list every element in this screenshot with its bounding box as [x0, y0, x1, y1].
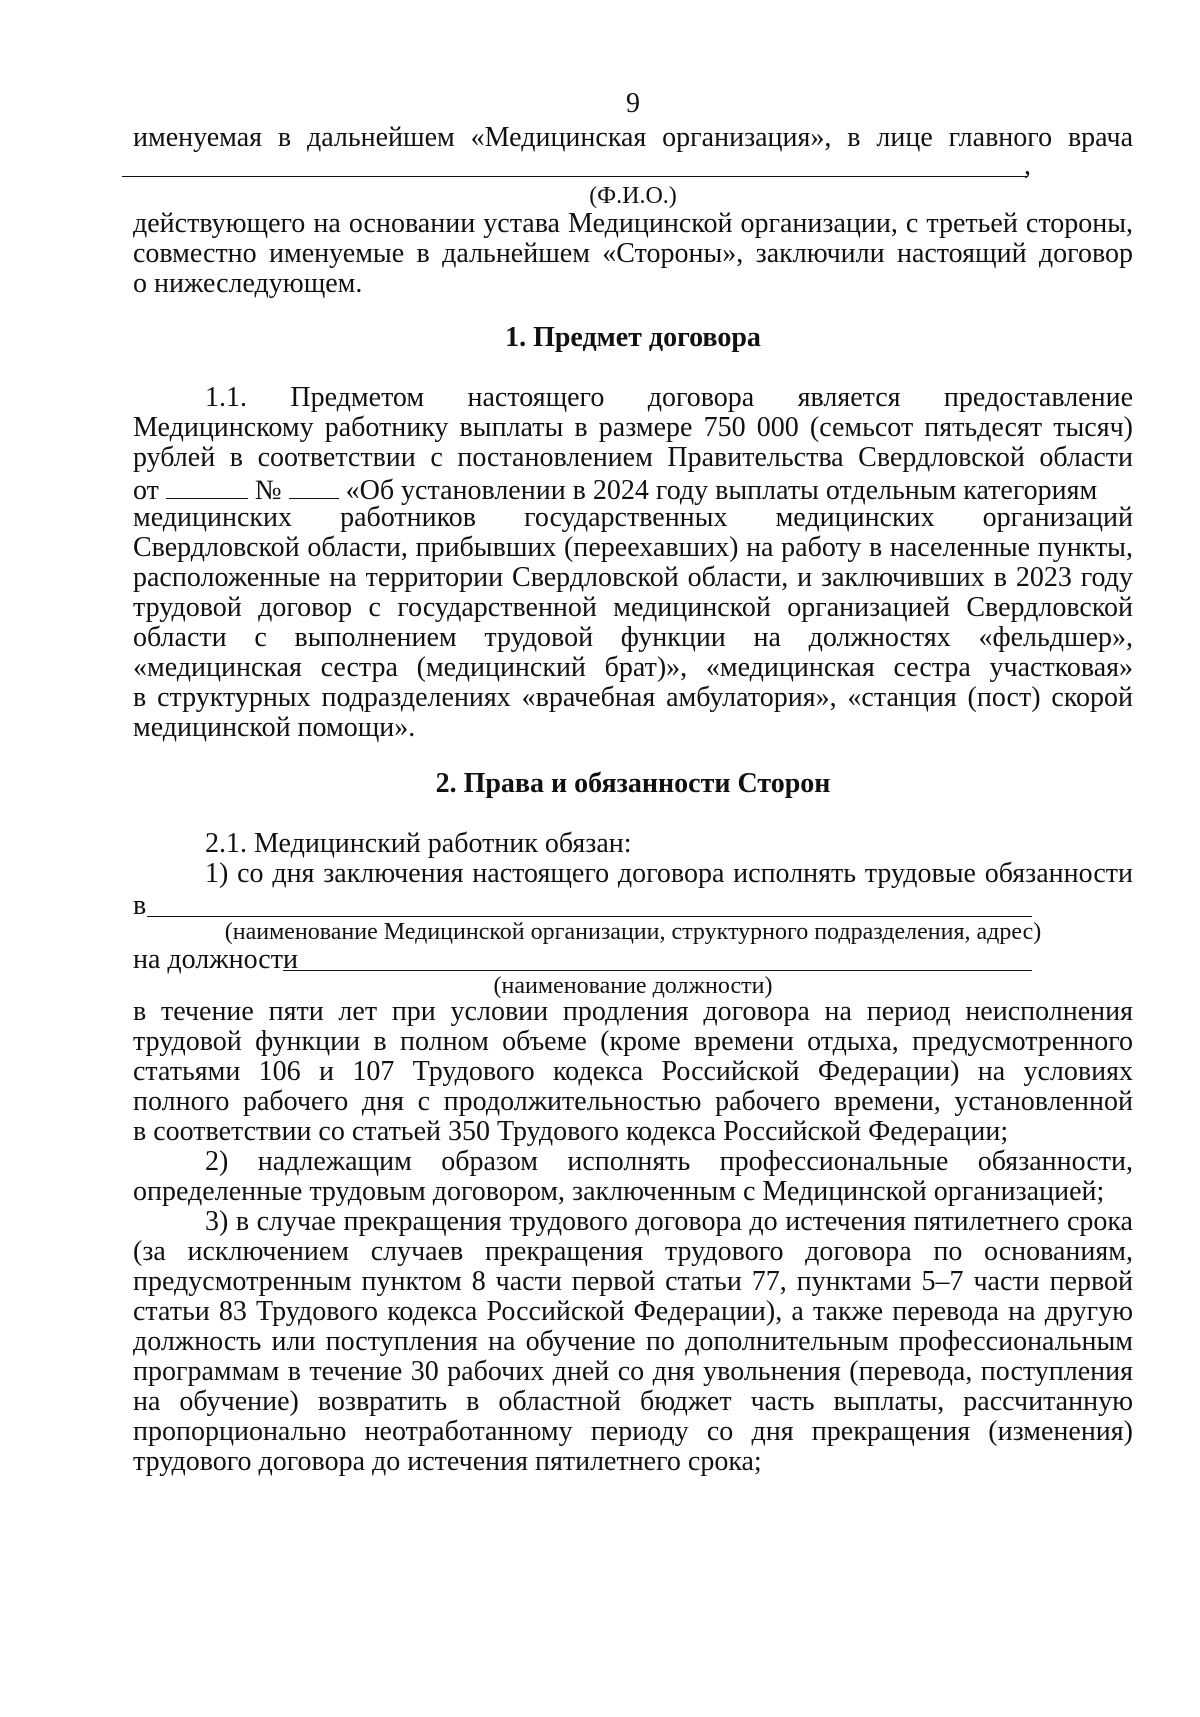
s2-item-1: 1) со дня заключения настоящего договора исполнять трудовые обязанности: [205, 858, 1133, 889]
s1-line-8: трудовой договор с государственной медицинской организацией Свердловской: [133, 592, 1133, 623]
intro-line-3: совместно именуемые в дальнейшем «Стороны», заключили настоящий договор: [133, 238, 1133, 269]
s1-line-11: в структурных подразделениях «врачебная амбулатория», «станция (пост) скорой: [133, 682, 1133, 713]
s2-line-b1: (за исключением случаев прекращения трудового договора по основаниям,: [133, 1236, 1133, 1267]
section-1-heading: 1. Предмет договора: [505, 322, 761, 353]
s1-line-12: медицинской помощи».: [133, 712, 416, 743]
intro-line-4: о нижеследующем.: [133, 268, 363, 299]
position-caption: (наименование должности): [493, 973, 773, 999]
ot-label: от: [133, 475, 159, 506]
s1-line-2: Медицинскому работнику выплаты в размере 750 000 (семьсот пятьдесят тысяч): [133, 412, 1133, 443]
s2-item-2: 2) надлежащим образом исполнять профессиональные обязанности,: [205, 1146, 1133, 1177]
s2-line-a1: в течение пяти лет при условии продления договора на период неисполнения: [133, 996, 1133, 1027]
page-number: 9: [626, 88, 640, 119]
s2-item-3: 3) в случае прекращения трудового договора до истечения пятилетнего срока: [205, 1206, 1133, 1237]
intro-line-1: именуемая в дальнейшем «Медицинская организация», в лице главного врача: [133, 122, 1133, 153]
intro-line-2: действующего на основании устава Медицинской организации, с третьей стороны,: [133, 208, 1133, 239]
s2-line-a3: статьями 106 и 107 Трудового кодекса Российской Федерации) на условиях: [133, 1056, 1133, 1087]
organization-caption: (наименование Медицинской организации, структурного подразделения, адрес): [224, 919, 1042, 945]
s1-line-7: расположенные на территории Свердловской области, и заключивших в 2023 году: [133, 562, 1133, 593]
fio-caption: (Ф.И.О.): [589, 183, 677, 209]
section-2-heading: 2. Права и обязанности Сторон: [435, 768, 831, 799]
fio-comma: ,: [1024, 150, 1031, 181]
s2-line-b3: статьи 83 Трудового кодекса Российской Федерации), а также перевода на другую: [133, 1296, 1133, 1327]
position-blank-line: [283, 944, 1032, 971]
s1-line-6: Свердловской области, прибывших (переехавших) на работу в населенные пункты,: [133, 532, 1133, 563]
s2-line-b2: предусмотренным пунктом 8 части первой статьи 77, пунктами 5–7 части первой: [133, 1266, 1133, 1297]
fio-blank-line: [122, 146, 1027, 177]
decree-number-blank: [289, 472, 339, 499]
s2-clause-2-1: 2.1. Медицинский работник обязан:: [205, 828, 632, 859]
number-label: №: [254, 475, 282, 506]
s1-line-3: рублей в соответствии с постановлением Правительства Свердловской области: [133, 442, 1133, 473]
s2-line-a4: полного рабочего дня с продолжительностью рабочего времени, установленной: [133, 1086, 1133, 1117]
s2-line-b7: пропорционально неотработанному периоду со дня прекращения (изменения): [133, 1416, 1133, 1447]
s2-position-label: на должности: [133, 944, 298, 975]
s2-v-label: в: [133, 890, 147, 921]
s2-line-b4: должность или поступления на обучение по дополнительным профессиональным: [133, 1326, 1133, 1357]
s1-line-1: 1.1. Предметом настоящего договора является предоставление: [205, 382, 1133, 413]
s2-line-b5: программам в течение 30 рабочих дней со дня увольнения (перевода, поступления: [133, 1356, 1133, 1387]
decree-title-start: «Об установлении в 2024 году выплаты отдельным категориям: [345, 475, 1098, 506]
s2-line-b8: трудового договора до истечения пятилетнего срока;: [133, 1446, 762, 1477]
s2-line-a2: трудовой функции в полном объеме (кроме времени отдыха, предусмотренного: [133, 1026, 1133, 1057]
s1-line-10: «медицинская сестра (медицинский брат)», «медицинская сестра участковая»: [133, 652, 1133, 683]
s2-line-a5: в соответствии со статьей 350 Трудового кодекса Российской Федерации;: [133, 1116, 1009, 1147]
decree-date-blank: [166, 472, 248, 499]
s2-item-2-cont: определенные трудовым договором, заключенным с Медицинской организацией;: [133, 1176, 1105, 1207]
s1-line-5: медицинских работников государственных медицинских организаций: [133, 502, 1133, 533]
s2-line-b6: на обучение) возвратить в областной бюджет часть выплаты, рассчитанную: [133, 1386, 1133, 1417]
organization-blank-line: [147, 890, 1032, 917]
s1-line-9: области с выполнением трудовой функции на должностях «фельдшер»,: [133, 622, 1133, 653]
